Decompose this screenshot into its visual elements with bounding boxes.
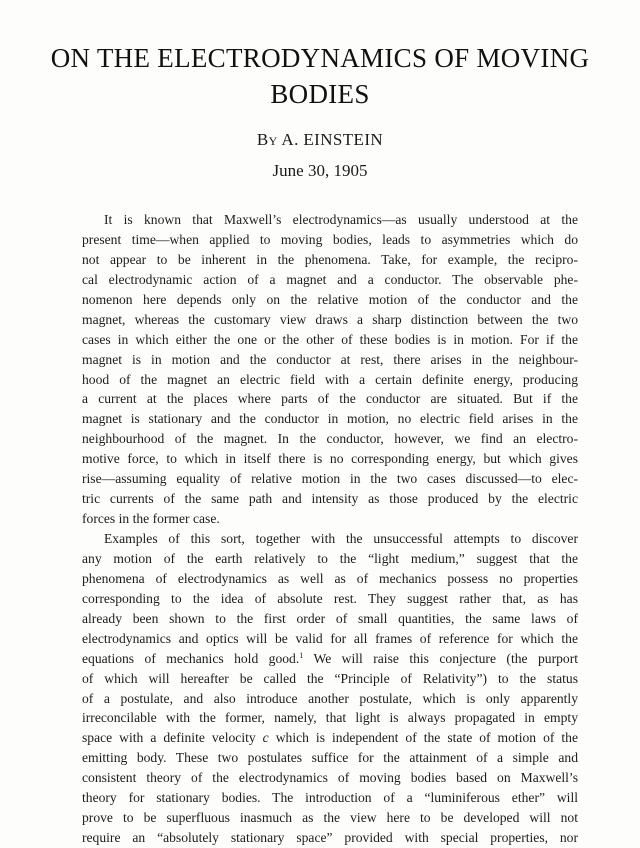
text-line: hood of the magnet an electric field with a certain definite energy, producing bbox=[82, 371, 578, 387]
text-line: cases in which either the one or the other of these bodies is in motion. For if the bbox=[82, 331, 578, 347]
text-line: prove to be superfluous inasmuch as the view here to be developed will not bbox=[82, 810, 578, 826]
text-line: It is known that Maxwell’s electrodynamics—as usually understood at the bbox=[104, 212, 578, 227]
text-line: motive force, to which in itself there is no corresponding energy, but which gives bbox=[82, 451, 578, 467]
text-line: emitting body. These two postulates suffice for the attainment of a simple and bbox=[82, 750, 578, 766]
text-line: nomenon here depends only on the relative motion of the conductor and the bbox=[82, 291, 578, 307]
text-line: irreconcilable with the former, namely, that light is always propagated in empty bbox=[82, 710, 578, 726]
title-line: ON THE ELECTRODYNAMICS OF MOVING bbox=[50, 43, 590, 73]
footnote-marker[interactable]: 1 bbox=[299, 650, 304, 660]
text-line: present time—when applied to moving bodies, leads to asymmetries which do bbox=[82, 231, 578, 247]
text-segment: We will raise this conjecture (the purport bbox=[313, 650, 579, 666]
author-line bbox=[0, 129, 640, 151]
text-line: require an “absolutely stationary space” provided with special properties, nor bbox=[82, 830, 578, 846]
text-line: neighbourhood of the magnet. In the conductor, however, we find an electro- bbox=[82, 431, 578, 447]
text-line: space with a definite velocity c which is independent of the state of motion of the bbox=[82, 730, 578, 746]
text-line: already been shown to the first order of small quantities, the same laws of bbox=[82, 610, 578, 626]
text-line: consistent theory of the electrodynamics of moving bodies based on Maxwell’s bbox=[82, 770, 578, 786]
text-line: phenomena of electrodynamics as well as of mechanics possess no properties bbox=[82, 570, 578, 586]
paper-title bbox=[0, 40, 640, 112]
text-line: theory for stationary bodies. The introduction of a “luminiferous ether” will bbox=[82, 790, 578, 806]
text-line: corresponding to the idea of absolute rest. They suggest rather that, as has bbox=[82, 590, 578, 606]
velocity-symbol: c bbox=[262, 730, 269, 746]
text-line: Examples of this sort, together with the unsuccessful attempts to discover bbox=[104, 531, 578, 546]
text-line: magnet, whereas the customary view draws a sharp distinction between the two bbox=[82, 311, 578, 327]
text-line: a current at the places where parts of the conductor are situated. But if the bbox=[82, 391, 578, 407]
title-line: BODIES bbox=[270, 79, 370, 109]
paper-date: June 30, 1905 bbox=[272, 161, 368, 180]
text-line: magnet is in motion and the conductor at rest, there arises in the neighbour- bbox=[82, 351, 578, 367]
text-line: not appear to be inherent in the phenomena. Take, for example, the recipro- bbox=[82, 251, 578, 267]
text-line: tric currents of the same path and intensity as those produced by the electric bbox=[82, 491, 578, 507]
text-line: cal electrodynamic action of a magnet and a conductor. The observable phe- bbox=[82, 271, 578, 287]
text-line: forces in the former case. bbox=[82, 511, 220, 527]
author-name: A. EINSTEIN bbox=[281, 130, 384, 149]
text-line: magnet is stationary and the conductor in motion, no electric field arises in the bbox=[82, 411, 578, 427]
author-prefix: By bbox=[256, 130, 278, 149]
text-line-with-footnote bbox=[82, 649, 578, 669]
paper-body bbox=[82, 210, 578, 848]
text-line: electrodynamics and optics will be valid for all frames of reference for which the bbox=[82, 630, 578, 646]
text-segment: equations of mechanics hold good. bbox=[82, 650, 300, 666]
text-line: of a postulate, and also introduce another postulate, which is only apparently bbox=[82, 690, 578, 706]
text-line: any motion of the earth relatively to the “light medium,” suggest that the bbox=[82, 550, 578, 566]
text-line: of which will hereafter be called the “Principle of Relativity”) to the status bbox=[82, 670, 578, 686]
text-line: rise—assuming equality of relative motion in the two cases discussed—to elec- bbox=[82, 471, 578, 487]
